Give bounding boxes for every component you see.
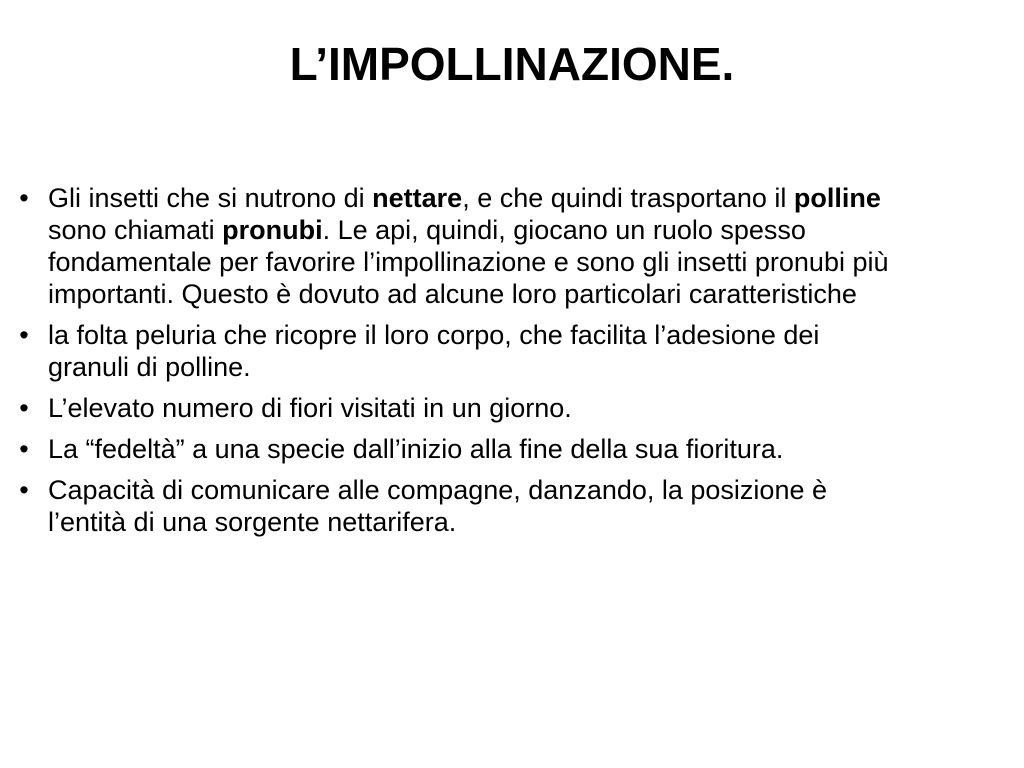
bullet-icon: • [19,434,29,464]
bullet-item [14,182,894,310]
bullet-text-part: , e che quindi trasportano il [462,183,794,213]
bullet-item [14,392,894,424]
bullet-text: La “fedeltà” a una specie dall’inizio alla fine della sua fioritura. [48,434,784,464]
bullet-icon: • [19,183,29,213]
bullet-item [14,474,894,538]
term-pronubi: pronubi [222,215,323,245]
term-nettare: nettare [372,183,463,213]
bullet-text-part: sono chiamati [48,215,223,245]
bullet-icon: • [19,393,29,423]
slide-title: L’IMPOLLINAZIONE. [289,38,735,90]
bullet-text-part: Gli insetti che si nutrono di [48,183,373,213]
term-polline: polline [793,183,881,213]
bullet-item [14,433,894,465]
bullet-text: Capacità di comunicare alle compagne, danzando, la posizione è l’entità di una sorgente nettarifera. [48,475,827,537]
bullet-icon: • [19,475,29,505]
bullet-list [14,182,894,547]
bullet-text: la folta peluria che ricopre il loro corpo, che facilita l’adesione dei granuli di polline. [48,320,820,382]
bullet-icon: • [19,320,29,350]
bullet-text-part: . Le api, quindi, giocano un ruolo spesso fondamentale per favorire l’impollinazione e sono gli insetti pronubi più importanti. Questo è dovuto ad alcune loro particolari caratteristiche [48,215,889,309]
bullet-item [14,319,894,383]
bullet-text: L’elevato numero di fiori visitati in un giorno. [48,393,572,423]
